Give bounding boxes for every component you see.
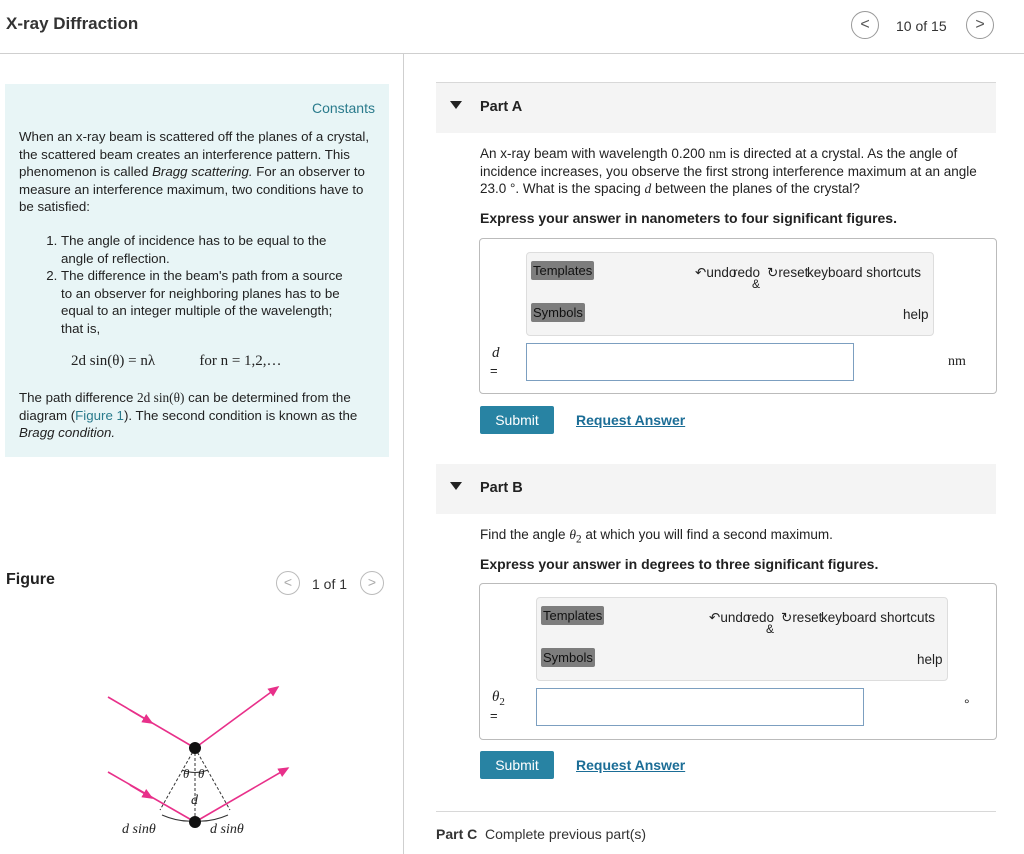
equals-sign: =	[490, 708, 498, 723]
help-button[interactable]: help	[903, 307, 929, 322]
collapse-triangle-icon[interactable]	[450, 482, 462, 490]
equals-sign: =	[490, 363, 498, 378]
part-a-title: Part A	[480, 99, 523, 115]
submit-button[interactable]: Submit	[480, 406, 554, 434]
arrow-icon	[130, 785, 152, 798]
figure-1-link[interactable]: Figure 1	[75, 407, 124, 423]
reset-button[interactable]: ↻reset	[767, 265, 809, 280]
part-c-status: Complete previous part(s)	[485, 826, 647, 842]
part-b-answer-box	[479, 583, 997, 740]
ampersand-text: &	[752, 277, 761, 291]
bragg-equation-right: for n = 1,2,…	[199, 353, 282, 369]
answer-unit: nm	[948, 354, 966, 369]
atom-top	[189, 742, 201, 754]
chevron-right-icon: >	[367, 574, 377, 590]
keyboard-shortcuts-button[interactable]: keyboard shortcuts	[821, 610, 936, 625]
list-item: 1. The angle of incidence has to be equal to the angle of reflection.	[61, 232, 345, 267]
constants-link[interactable]: Constants	[311, 100, 375, 116]
math-toolbar	[526, 252, 934, 336]
ampersand-text: &	[766, 622, 775, 636]
path-label-left: d sinθ	[122, 822, 156, 837]
spacing-label: d	[191, 793, 198, 808]
normal-line-left	[160, 748, 195, 810]
answer-variable-label: $\theta_2$	[492, 689, 505, 708]
part-a-answer-box	[479, 238, 997, 394]
answer-input[interactable]	[536, 688, 864, 726]
part-a-question: An x-ray beam with wavelength 0.200 nm is directed at a crystal. As the angle of incidence increases, you observe the first strong interference maximum at an angle 23.0 °. What is the spacing d between the planes of the crystal?	[480, 146, 977, 196]
prev-item-button[interactable]	[851, 11, 879, 39]
math-toolbar	[536, 597, 948, 681]
part-b-title: Part B	[480, 480, 523, 496]
arrow-icon	[130, 710, 152, 723]
column-divider	[403, 54, 404, 854]
part-c-row	[436, 826, 646, 842]
bragg-diagram	[100, 675, 300, 845]
answer-unit: °	[964, 696, 970, 712]
part-b-header[interactable]	[436, 464, 996, 514]
chevron-left-icon: <	[860, 16, 870, 33]
collapse-triangle-icon[interactable]	[450, 101, 462, 109]
symbols-button[interactable]: Symbols	[533, 305, 583, 320]
request-answer-link[interactable]: Request Answer	[576, 412, 686, 428]
intro-text: When an x-ray beam is scattered off the planes of a crystal, the scattered beam creates an interference pattern. This phenomenon is called Bragg scattering. For an observer to measure an interference maximum, two conditions have to be satisfied:	[19, 129, 370, 214]
undo-button[interactable]: ↶undo	[709, 610, 751, 625]
bragg-equation-left: 2d sin(θ) = nλ	[71, 353, 156, 369]
figure-heading: Figure	[6, 571, 55, 588]
reflected-ray-top	[195, 687, 278, 748]
part-b-instructions: Express your answer in degrees to three significant figures.	[480, 556, 879, 572]
bragg-equation	[71, 352, 282, 370]
path-label-right: d sinθ	[210, 822, 244, 837]
part-c-title: Part C	[436, 826, 478, 842]
item-counter: 10 of 15	[896, 18, 947, 34]
part-c-rule	[436, 811, 996, 812]
chevron-left-icon: <	[283, 574, 293, 590]
figure-counter: 1 of 1	[312, 576, 348, 592]
page-title: X-ray Diffraction	[6, 14, 139, 33]
undo-button[interactable]: ↶undo	[695, 265, 737, 280]
path-difference-text: The path difference 2d sin(θ) can be determined from the diagram (Figure 1). The second condition is known as the Bragg condition.	[19, 390, 358, 440]
templates-button[interactable]: Templates	[533, 263, 593, 278]
theta-label-left: θ	[183, 766, 190, 781]
figure-prev-button[interactable]	[276, 571, 300, 595]
templates-button[interactable]: Templates	[543, 608, 603, 623]
part-b-question: Find the angle $\theta_2$ at which you will find a second maximum.	[480, 527, 833, 546]
answer-input[interactable]	[526, 343, 854, 381]
keyboard-shortcuts-button[interactable]: keyboard shortcuts	[807, 265, 922, 280]
list-item: 2. The difference in the beam's path from a source to an observer for neighboring planes has to be equal to an integer multiple of the wavelength; that is,	[61, 267, 345, 337]
help-button[interactable]: help	[917, 652, 943, 667]
intro-panel	[5, 84, 389, 457]
reflected-ray-bottom	[195, 768, 288, 822]
submit-button[interactable]: Submit	[480, 751, 554, 779]
chevron-right-icon: >	[975, 16, 985, 33]
redo-button[interactable]: redo	[733, 265, 761, 280]
conditions-list	[45, 232, 345, 337]
answer-variable-label: d	[492, 345, 500, 361]
request-answer-link[interactable]: Request Answer	[576, 757, 686, 773]
atom-bottom	[189, 816, 201, 828]
redo-button[interactable]: redo	[747, 610, 775, 625]
bragg-scattering-term: Bragg scattering.	[152, 164, 253, 179]
theta-label-right: θ	[198, 766, 205, 781]
reset-button[interactable]: ↻reset	[781, 610, 823, 625]
next-item-button[interactable]	[966, 11, 994, 39]
part-a-header[interactable]	[436, 83, 996, 133]
part-a-instructions: Express your answer in nanometers to four significant figures.	[480, 210, 897, 226]
figure-next-button[interactable]	[360, 571, 384, 595]
symbols-button[interactable]: Symbols	[543, 650, 593, 665]
header-divider	[0, 53, 1024, 54]
